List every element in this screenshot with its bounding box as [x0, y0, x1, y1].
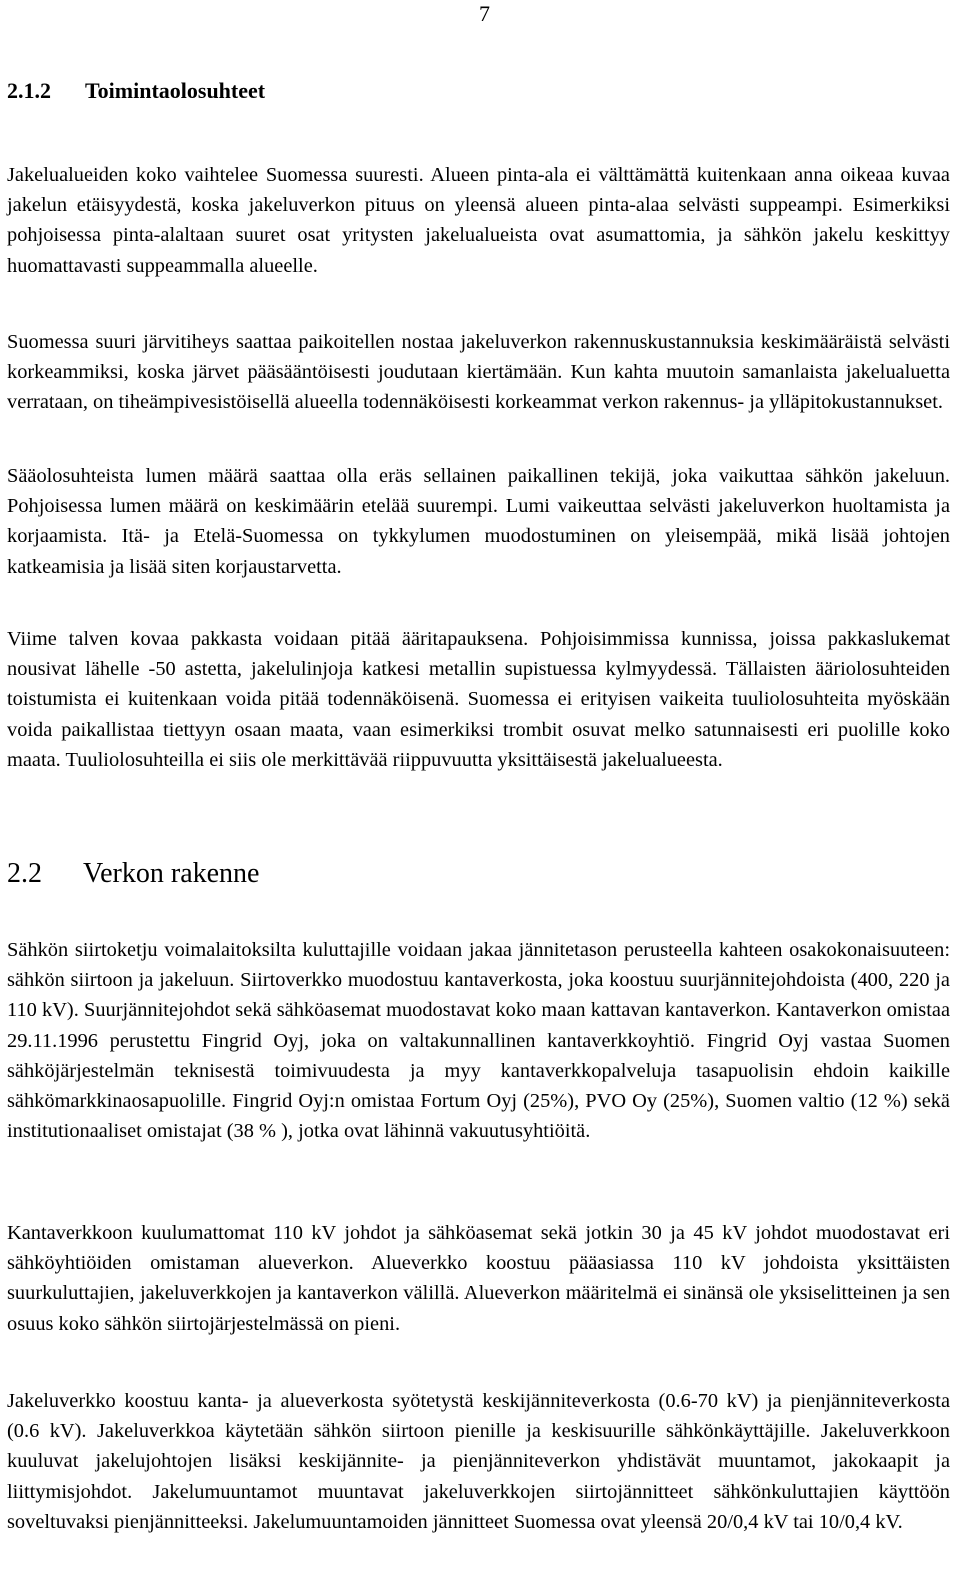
- paragraph-frost-wind: Viime talven kovaa pakkasta voidaan pitää ääritapauksena. Pohjoisimmissa kunnissa, joissa pakkaslukemat nousivat lähelle -50 astetta, jakelulinjoja katkesi metallin supistuessa kylmyydessä. Tällaisten ääriolosuhteiden toistumista ei kuitenkaan voida pitää todennäköisenä. Suomessa ei erityisen vaikeita tuuliolosuhteita myöskään voida paikallistaa tiettyyn osaan maata, vaan esimerkiksi trombit osuvat melko satunnaisesti eri puolille koko maata. Tuuliolosuhteilla ei siis ole merkittävää riippuvuutta yksittäisestä jakelualueesta.: [7, 628, 950, 771]
- paragraph-snow: Sääolosuhteista lumen määrä saattaa olla eräs sellainen paikallinen tekijä, joka vaikuttaa sähkön jakeluun. Pohjoisessa lumen määrä on keskimäärin etelää suurempi. Lumi vaikeuttaa selvästi jakeluverkon huoltamista ja korjaamista. Itä- ja Etelä-Suomessa on tykkylumen muodostuminen on yleisempää, mikä lisää johtojen katkeamisia ja lisää siten korjaustarvetta.: [7, 465, 950, 578]
- paragraph-lakes: Suomessa suuri järvitiheys saattaa paikoitellen nostaa jakeluverkon rakennuskustannuksia keskimääräistä selvästi korkeammiksi, koska järvet pääsääntöisesti joudutaan kiertämään. Kun kahta muutoin samanlaista jakelualuetta verrataan, on tiheämpivesistöisellä alueella todennäköisesti korkeammat verkon rakennus- ja ylläpitokustannukset.: [7, 331, 950, 414]
- page-number: 7: [479, 1, 490, 26]
- paragraph-transmission-grid: Sähkön siirtoketju voimalaitoksilta kuluttajille voidaan jakaa jännitetason perusteella kahteen osakokonaisuuteen: sähkön siirtoon ja jakeluun. Siirtoverkko muodostuu kantaverkosta, joka koostuu suurjännitejohdoista (400, 220 ja 110 kV). Suurjännitejohdot sekä sähköasemat muodostavat koko maan kattavan kantaverkon. Kantaverkon omistaa 29.11.1996 perustettu Fingrid Oyj, joka on valtakunnallinen kantaverkkoyhtiö. Fingrid Oyj vastaa Suomen sähköjärjestelmän teknisestä toimivuudesta ja myy kantaverkkopalveluja tasapuolisin ehdoin kaikille sähkömarkkinaosapuolille. Fingrid Oyj:n omistaa Fortum Oyj (25%), PVO Oy (25%), Suomen valtio (12 %) sekä institutionaaliset omistajat (38 % ), jotka ovat lähinnä vakuutusyhtiöitä.: [7, 939, 950, 1143]
- section-number: 2.1.2: [7, 78, 51, 103]
- paragraph-distribution-network: Jakeluverkko koostuu kanta- ja alueverkosta syötetystä keskijänniteverkosta (0.6-70 kV) ja pienjänniteverkosta (0.6 kV). Jakeluverkkoa käytetään sähkön siirtoon pienille ja keskisuurille sähkönkäyttäjille. Jakeluverkkoon kuuluvat jakelujohtojen lisäksi keskijännite- ja pienjänniteverkon yhdistävät muuntamot, jakokaapit ja liittymisjohdot. Jakelumuuntamot muuntavat jakeluverkkojen siirtojännitteet sähkönkuluttajien käyttöön soveltuvaksi pienjännitteeksi. Jakelumuuntamoiden jännitteet Suomessa ovat yleensä 20/0,4 kV tai 10/0,4 kV.: [7, 1390, 950, 1533]
- paragraph-regional-network: Kantaverkkoon kuulumattomat 110 kV johdot ja sähköasemat sekä jotkin 30 ja 45 kV johdot muodostavat eri sähköyhtiöiden omistaman alueverkon. Alueverkko koostuu pääasiassa 110 kV johdoista yksittäisten suurkuluttajien, jakeluverkkojen ja kantaverkon välillä. Alueverkon määritelmä ei sinänsä ole yksiselitteinen ja sen osuus koko sähkön siirtojärjestelmässä on pieni.: [7, 1222, 950, 1335]
- section-title: Verkon rakenne: [83, 858, 260, 889]
- section-number: 2.2: [7, 858, 42, 889]
- paragraph-area-size: Jakelualueiden koko vaihtelee Suomessa suuresti. Alueen pinta-ala ei välttämättä kuitenkaan anna oikeaa kuvaa jakelun etäisyydestä, koska jakeluverkon pituus on yleensä alueen pinta-alaa selvästi suppeampi. Esimerkiksi pohjoisessa pinta-alaltaan suuret osat yritysten jakelualueista ovat asumattomia, ja sähkön jakelu keskittyy huomattavasti suppeammalla alueelle.: [7, 164, 950, 277]
- section-heading-2-2: [7, 856, 259, 892]
- section-title: Toimintaolosuhteet: [85, 78, 266, 103]
- section-heading-2-1-2: [7, 76, 265, 106]
